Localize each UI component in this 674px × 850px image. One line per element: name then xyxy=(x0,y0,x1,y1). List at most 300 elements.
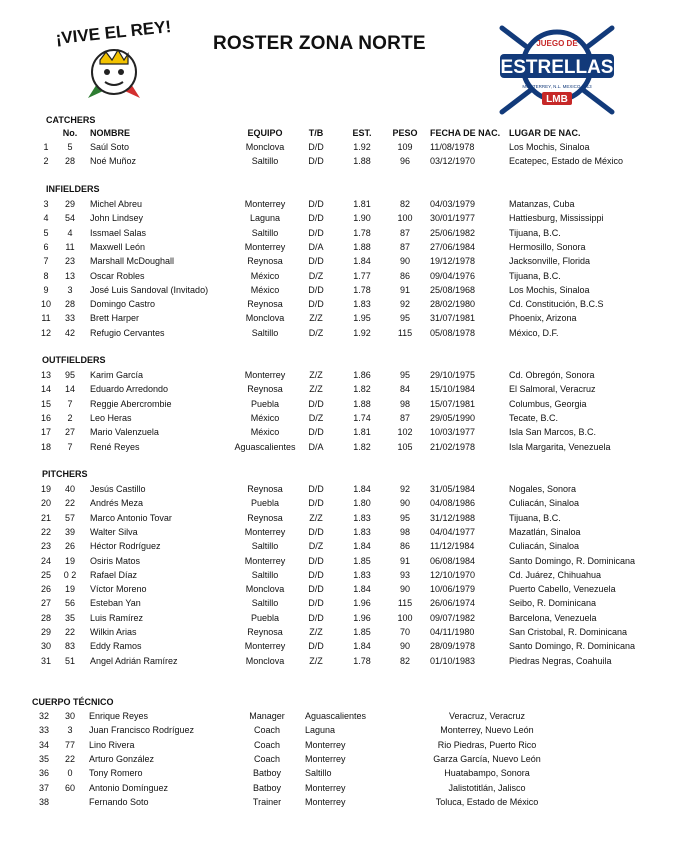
table-row xyxy=(0,613,674,627)
row-index: 5 xyxy=(43,227,49,238)
player-birthplace: Culiacán, Sinaloa xyxy=(509,498,580,509)
staff-team: Monterrey xyxy=(305,753,346,764)
table-row xyxy=(0,285,674,299)
staff-role: Batboy xyxy=(252,768,282,779)
table-row xyxy=(0,711,674,725)
row-index: 14 xyxy=(40,384,51,395)
staff-role: Coach xyxy=(253,739,280,750)
table-row xyxy=(0,442,674,456)
player-team: Saltillo xyxy=(251,156,279,167)
player-weight: 91 xyxy=(399,284,410,295)
player-name: Reggie Abercrombie xyxy=(90,398,172,409)
player-height: 1.84 xyxy=(353,484,371,494)
player-birthdate: 11/08/1978 xyxy=(430,142,475,152)
table-row xyxy=(0,399,674,413)
player-name: Rafael Díaz xyxy=(90,569,138,580)
col-header-fecha: FECHA DE NAC. xyxy=(430,128,501,138)
player-number: 2 xyxy=(67,412,73,423)
table-row xyxy=(0,256,674,270)
player-team: Monclova xyxy=(245,584,285,595)
player-team: México xyxy=(250,270,280,281)
player-number: 3 xyxy=(67,284,73,295)
player-birthplace: Phoenix, Arizona xyxy=(509,313,577,324)
player-team: Monterrey xyxy=(244,370,286,380)
player-height: 1.83 xyxy=(353,299,371,310)
table-row xyxy=(0,156,674,170)
player-birthdate: 15/10/1984 xyxy=(430,384,476,395)
row-index: 35 xyxy=(38,753,49,764)
player-weight: 100 xyxy=(397,612,413,623)
player-weight: 93 xyxy=(399,569,410,580)
table-row xyxy=(0,313,674,327)
player-height: 1.84 xyxy=(353,641,371,652)
player-height: 1.77 xyxy=(353,270,371,281)
table-row xyxy=(0,299,674,313)
player-weight: 86 xyxy=(399,541,410,552)
juego-de-estrellas-logo xyxy=(496,20,618,120)
player-tb: D/D xyxy=(308,427,324,438)
player-name: Issmael Salas xyxy=(90,227,147,238)
player-weight: 115 xyxy=(397,598,413,609)
player-name: René Reyes xyxy=(90,441,140,452)
player-height: 1.74 xyxy=(353,412,371,423)
player-number: 42 xyxy=(64,327,75,338)
player-height: 1.83 xyxy=(353,526,371,537)
player-tb: D/D xyxy=(308,612,324,623)
player-height: 1.78 xyxy=(353,655,371,666)
player-tb: D/Z xyxy=(308,412,324,423)
staff-team: Saltillo xyxy=(305,768,332,779)
player-birthdate: 01/10/1983 xyxy=(430,655,476,666)
table-row xyxy=(0,754,674,768)
table-row xyxy=(0,541,674,555)
svg-text:ESTRELLAS: ESTRELLAS xyxy=(500,57,614,78)
table-row xyxy=(0,498,674,512)
col-header-lugar: LUGAR DE NAC. xyxy=(509,128,581,138)
player-name: Saúl Soto xyxy=(90,142,130,152)
player-height: 1.86 xyxy=(353,370,371,380)
staff-name: Antonio Domínguez xyxy=(89,782,169,793)
player-number: 5 xyxy=(67,142,73,152)
row-index: 33 xyxy=(38,725,49,736)
staff-birthplace: Toluca, Estado de México xyxy=(435,796,539,807)
staff-role: Coach xyxy=(253,725,280,736)
staff-team: Laguna xyxy=(305,725,336,736)
player-birthdate: 04/11/1980 xyxy=(430,627,475,637)
player-birthplace: Cd. Juárez, Chihuahua xyxy=(509,569,602,580)
player-weight: 91 xyxy=(399,555,410,566)
staff-name: Arturo González xyxy=(89,753,155,764)
table-row xyxy=(0,641,674,655)
staff-birthplace: Huatabampo, Sonora xyxy=(444,768,530,779)
table-row xyxy=(0,513,674,527)
row-index: 2 xyxy=(43,156,49,167)
table-row xyxy=(0,598,674,612)
player-height: 1.92 xyxy=(353,327,371,338)
player-team: Monterrey xyxy=(244,526,286,537)
player-birthdate: 28/09/1978 xyxy=(430,641,476,652)
player-tb: D/A xyxy=(308,241,324,252)
player-tb: D/D xyxy=(308,484,324,494)
table-row xyxy=(0,427,674,441)
player-tb: D/D xyxy=(308,526,324,537)
player-weight: 92 xyxy=(399,484,410,494)
row-index: 22 xyxy=(40,526,51,537)
player-height: 1.96 xyxy=(353,612,371,623)
table-row xyxy=(0,556,674,570)
player-height: 1.95 xyxy=(353,313,371,324)
row-index: 26 xyxy=(40,584,51,595)
row-index: 38 xyxy=(38,796,49,807)
table-row xyxy=(0,768,674,782)
player-birthdate: 26/06/1974 xyxy=(430,598,476,609)
player-name: Domingo Castro xyxy=(90,299,156,310)
player-team: Monterrey xyxy=(244,241,286,252)
player-birthdate: 10/06/1979 xyxy=(430,584,476,595)
player-name: Angel Adrián Ramírez xyxy=(90,655,178,666)
player-birthdate: 28/02/1980 xyxy=(430,299,476,310)
table-row xyxy=(0,413,674,427)
row-index: 9 xyxy=(43,284,49,295)
row-index: 18 xyxy=(40,441,51,452)
player-birthplace: Tijuana, B.C. xyxy=(509,227,561,238)
player-birthplace: Tecate, B.C. xyxy=(509,412,559,423)
player-name: José Luis Sandoval (Invitado) xyxy=(90,284,209,295)
player-name: Karim García xyxy=(90,370,144,380)
row-index: 16 xyxy=(40,412,51,423)
staff-team: Monterrey xyxy=(305,739,346,750)
player-number: 19 xyxy=(64,584,75,595)
table-header xyxy=(0,128,674,142)
row-index: 1 xyxy=(43,142,49,152)
player-tb: Z/Z xyxy=(309,384,323,395)
row-index: 21 xyxy=(40,512,51,523)
player-number: 23 xyxy=(64,256,75,267)
player-tb: D/D xyxy=(308,199,324,209)
player-tb: Z/Z xyxy=(309,655,323,666)
table-row xyxy=(0,656,674,670)
player-number: 27 xyxy=(64,427,75,438)
staff-number: 60 xyxy=(64,782,75,793)
player-height: 1.78 xyxy=(353,284,371,295)
player-name: Héctor Rodríguez xyxy=(90,541,161,552)
player-birthdate: 29/05/1990 xyxy=(430,412,476,423)
player-weight: 90 xyxy=(399,498,410,509)
player-height: 1.83 xyxy=(353,512,371,523)
player-birthplace: Los Mochis, Sinaloa xyxy=(509,142,590,152)
player-name: Luis Ramírez xyxy=(90,612,144,623)
row-index: 34 xyxy=(38,739,49,750)
player-number: 4 xyxy=(67,227,73,238)
player-team: México xyxy=(250,284,280,295)
svg-text:LMB: LMB xyxy=(546,94,568,105)
player-tb: D/D xyxy=(308,156,324,167)
player-birthplace: Santo Domingo, R. Dominicana xyxy=(509,555,636,566)
table-row xyxy=(0,242,674,256)
player-tb: D/D xyxy=(308,584,324,595)
player-tb: D/Z xyxy=(308,327,324,338)
player-team: Saltillo xyxy=(251,598,279,609)
player-team: Monclova xyxy=(245,655,285,666)
player-name: Marco Antonio Tovar xyxy=(90,512,172,523)
player-weight: 109 xyxy=(397,142,413,152)
player-name: Michel Abreu xyxy=(90,199,143,209)
row-index: 7 xyxy=(43,256,49,267)
player-birthdate: 04/03/1979 xyxy=(430,199,476,209)
player-tb: D/D xyxy=(308,227,324,238)
player-weight: 102 xyxy=(397,427,413,438)
player-number: 39 xyxy=(64,526,75,537)
player-birthdate: 12/10/1970 xyxy=(430,569,476,580)
player-team: Laguna xyxy=(249,213,281,224)
row-index: 19 xyxy=(40,484,51,494)
staff-name: Lino Rivera xyxy=(89,739,135,750)
player-weight: 82 xyxy=(399,655,410,666)
player-name: Jesús Castillo xyxy=(90,484,146,494)
svg-text:MONTERREY, N.L. MEXICO 2013: MONTERREY, N.L. MEXICO 2013 xyxy=(522,84,592,89)
player-team: Puebla xyxy=(250,498,280,509)
table-row xyxy=(0,213,674,227)
player-number: 33 xyxy=(64,313,75,324)
player-height: 1.90 xyxy=(353,213,371,224)
player-height: 1.85 xyxy=(353,555,371,566)
player-team: Monclova xyxy=(245,142,285,152)
player-team: Reynosa xyxy=(247,484,283,494)
staff-number: 22 xyxy=(64,753,75,764)
player-birthplace: Mazatlán, Sinaloa xyxy=(509,526,581,537)
player-weight: 87 xyxy=(399,241,410,252)
table-row xyxy=(0,271,674,285)
player-number: 35 xyxy=(64,612,75,623)
player-birthplace: Nogales, Sonora xyxy=(509,484,577,494)
player-name: Leo Heras xyxy=(90,412,132,423)
player-birthplace: México, D.F. xyxy=(509,327,559,338)
player-number: 14 xyxy=(64,384,75,395)
table-row xyxy=(0,142,674,156)
player-name: Noé Muñoz xyxy=(90,156,137,167)
player-tb: Z/Z xyxy=(309,512,323,523)
player-name: Eduardo Arredondo xyxy=(90,384,169,395)
player-birthplace: Isla San Marcos, B.C. xyxy=(509,427,597,438)
player-weight: 90 xyxy=(399,584,410,595)
player-number: 0 2 xyxy=(63,569,77,580)
staff-name: Tony Romero xyxy=(89,768,143,779)
player-birthplace: Matanzas, Cuba xyxy=(509,199,575,209)
staff-team: Aguascalientes xyxy=(305,711,367,721)
player-height: 1.96 xyxy=(353,598,371,609)
player-tb: D/D xyxy=(308,256,324,267)
player-name: John Lindsey xyxy=(90,213,144,224)
row-index: 20 xyxy=(40,498,51,509)
row-index: 17 xyxy=(40,427,51,438)
player-name: Marshall McDoughall xyxy=(90,256,175,267)
vive-el-rey-logo xyxy=(56,18,172,102)
player-birthdate: 03/12/1970 xyxy=(430,156,476,167)
player-birthplace: Isla Margarita, Venezuela xyxy=(509,441,611,452)
row-index: 11 xyxy=(41,313,51,324)
staff-name: Enrique Reyes xyxy=(89,711,149,721)
col-header-equipo: EQUIPO xyxy=(247,128,283,138)
player-team: Saltillo xyxy=(251,541,279,552)
player-tb: D/D xyxy=(308,284,324,295)
player-team: Reynosa xyxy=(247,256,283,267)
player-height: 1.85 xyxy=(353,627,371,637)
player-birthdate: 31/12/1988 xyxy=(430,512,476,523)
table-row xyxy=(0,627,674,641)
player-weight: 95 xyxy=(399,512,410,523)
player-height: 1.81 xyxy=(353,427,371,438)
player-number: 95 xyxy=(64,370,75,380)
row-index: 23 xyxy=(40,541,51,552)
staff-team: Monterrey xyxy=(305,796,346,807)
player-tb: Z/Z xyxy=(309,313,323,324)
table-row xyxy=(0,527,674,541)
player-birthplace: Seibo, R. Dominicana xyxy=(509,598,597,609)
player-team: Monterrey xyxy=(244,641,286,652)
player-birthdate: 31/05/1984 xyxy=(430,484,476,494)
table-row xyxy=(0,797,674,811)
staff-team: Monterrey xyxy=(305,782,346,793)
table-row xyxy=(0,384,674,398)
player-birthplace: San Cristobal, R. Dominicana xyxy=(509,627,628,637)
col-header-peso: PESO xyxy=(392,128,418,138)
player-height: 1.81 xyxy=(353,199,371,209)
player-birthplace: Piedras Negras, Coahuila xyxy=(509,655,612,666)
col-header-no: No. xyxy=(62,128,78,138)
player-birthplace: Los Mochis, Sinaloa xyxy=(509,284,590,295)
player-height: 1.92 xyxy=(353,142,371,152)
player-birthplace: Hermosillo, Sonora xyxy=(509,241,586,252)
player-team: México xyxy=(250,412,280,423)
player-number: 83 xyxy=(64,641,75,652)
player-team: Saltillo xyxy=(251,327,279,338)
player-birthdate: 31/07/1981 xyxy=(430,313,476,324)
row-index: 6 xyxy=(43,241,49,252)
player-number: 28 xyxy=(64,156,75,167)
player-name: Mario Valenzuela xyxy=(90,427,159,438)
player-weight: 82 xyxy=(399,199,410,209)
player-name: Esteban Yan xyxy=(90,598,141,609)
player-team: Saltillo xyxy=(251,569,279,580)
staff-number: 30 xyxy=(64,711,75,721)
player-team: Monterrey xyxy=(244,199,286,209)
row-index: 37 xyxy=(38,782,49,793)
player-weight: 100 xyxy=(397,213,413,224)
player-birthplace: Barcelona, Venezuela xyxy=(509,612,597,623)
player-weight: 87 xyxy=(399,227,410,238)
player-birthdate: 10/03/1977 xyxy=(430,427,476,438)
player-team: Puebla xyxy=(250,398,280,409)
row-index: 25 xyxy=(40,569,51,580)
player-weight: 87 xyxy=(399,412,410,423)
player-birthdate: 04/04/1977 xyxy=(430,526,476,537)
player-weight: 90 xyxy=(399,256,410,267)
player-name: Wilkin Arias xyxy=(90,627,137,637)
row-index: 36 xyxy=(38,768,49,779)
player-birthdate: 09/04/1976 xyxy=(430,270,476,281)
player-tb: D/D xyxy=(308,641,324,652)
section-title-infielders: INFIELDERS xyxy=(46,184,100,194)
page-title: ROSTER ZONA NORTE xyxy=(213,33,426,54)
player-weight: 95 xyxy=(399,370,410,380)
table-row xyxy=(0,740,674,754)
player-height: 1.82 xyxy=(353,441,371,452)
section-title-staff: CUERPO TÉCNICO xyxy=(32,697,114,707)
row-index: 32 xyxy=(38,711,49,721)
logo-left-text: ¡VIVE EL REY! xyxy=(56,18,172,49)
player-birthdate: 15/07/1981 xyxy=(430,398,476,409)
player-team: Saltillo xyxy=(251,227,279,238)
section-title-catchers: CATCHERS xyxy=(46,115,96,125)
player-birthplace: Hattiesburg, Mississippi xyxy=(509,213,604,224)
player-number: 54 xyxy=(64,213,75,224)
player-weight: 92 xyxy=(399,299,410,310)
player-height: 1.88 xyxy=(353,398,371,409)
player-name: Andrés Meza xyxy=(90,498,144,509)
player-name: Refugio Cervantes xyxy=(90,327,165,338)
player-number: 7 xyxy=(67,398,73,409)
player-height: 1.82 xyxy=(353,384,371,395)
staff-name: Juan Francisco Rodríguez xyxy=(89,725,195,736)
player-birthdate: 05/08/1978 xyxy=(430,327,476,338)
row-index: 10 xyxy=(40,299,51,310)
player-birthplace: Culiacán, Sinaloa xyxy=(509,541,580,552)
player-team: Aguascalientes xyxy=(234,441,296,452)
player-number: 11 xyxy=(65,241,75,252)
player-birthdate: 30/01/1977 xyxy=(430,213,476,224)
player-tb: D/D xyxy=(308,213,324,224)
player-name: Oscar Robles xyxy=(90,270,145,281)
staff-role: Batboy xyxy=(252,782,282,793)
player-tb: Z/Z xyxy=(309,627,323,637)
staff-birthplace: Veracruz, Veracruz xyxy=(448,711,526,721)
player-number: 40 xyxy=(64,484,75,494)
player-tb: Z/Z xyxy=(309,370,323,380)
player-birthplace: Ecatepec, Estado de México xyxy=(509,156,624,167)
player-birthplace: Tijuana, B.C. xyxy=(509,512,561,523)
table-row xyxy=(0,783,674,797)
player-number: 57 xyxy=(64,512,75,523)
player-team: Reynosa xyxy=(247,512,283,523)
player-number: 22 xyxy=(64,627,75,637)
player-birthplace: Cd. Constitución, B.C.S xyxy=(509,299,604,310)
staff-birthplace: Monterrey, Nuevo León xyxy=(440,725,534,736)
player-number: 56 xyxy=(64,598,75,609)
row-index: 15 xyxy=(40,398,51,409)
player-birthdate: 04/08/1986 xyxy=(430,498,476,509)
player-weight: 98 xyxy=(399,526,410,537)
player-weight: 115 xyxy=(397,327,413,338)
player-birthplace: Santo Domingo, R. Dominicana xyxy=(509,641,636,652)
player-birthplace: El Salmoral, Veracruz xyxy=(509,384,596,395)
player-height: 1.78 xyxy=(353,227,371,238)
row-index: 4 xyxy=(43,213,49,224)
table-row xyxy=(0,370,674,384)
player-height: 1.88 xyxy=(353,241,371,252)
table-row xyxy=(0,584,674,598)
player-birthdate: 06/08/1984 xyxy=(430,555,476,566)
player-name: Osiris Matos xyxy=(90,555,141,566)
player-team: Reynosa xyxy=(247,384,283,395)
table-row xyxy=(0,725,674,739)
player-team: Reynosa xyxy=(247,299,283,310)
player-tb: D/Z xyxy=(308,541,324,552)
row-index: 3 xyxy=(43,199,49,209)
player-team: Reynosa xyxy=(247,627,283,637)
player-tb: D/D xyxy=(308,498,324,509)
player-birthdate: 29/10/1975 xyxy=(430,370,476,380)
player-height: 1.84 xyxy=(353,584,371,595)
